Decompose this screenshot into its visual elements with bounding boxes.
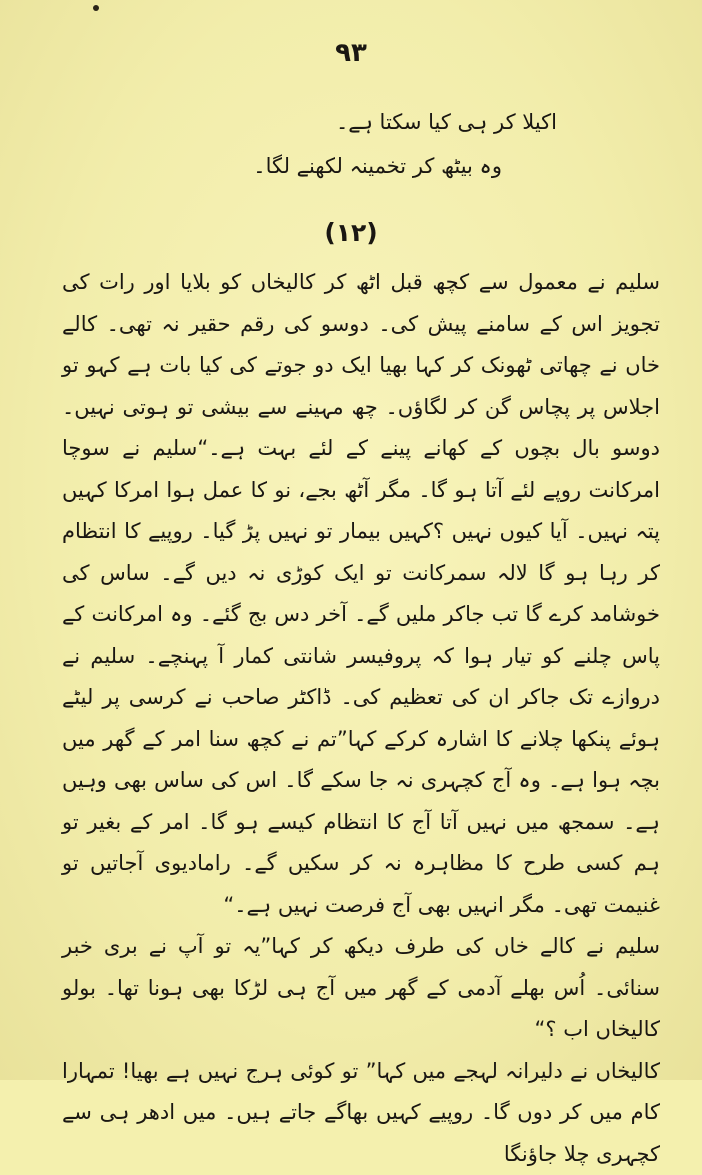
paragraph: سلیم نے کالے خاں کی طرف دیکھ کر کہا”یہ تو آپ نے بری خبر سنائی۔ اُس بھلے آدمی کے گھر میں آج ہی لڑکا بھی ہونا تھا۔ بولو کالیخاں اب ؟“ (62, 926, 660, 1051)
intro-lines (137, 100, 557, 188)
paragraph: سلیم نے معمول سے کچھ قبل اٹھ کر کالیخاں کو بلایا اور رات کی تجویز اس کے سامنے پیش کی۔ دوسو کی رقم حقیر نہ تھی۔ کالے خاں نے چھاتی ٹھونک کر کہا بھیا ایک دو جوتے کی کیا بات ہے کہو تو اجلاس پر پچاس گن کر لگاؤں۔ چھ مہینے سے بیشی تو ہوتی نہیں۔ دوسو بال بچوں کے کھانے پینے کے لئے بہت ہے۔“سلیم نے سوچا امرکانت روپے لئے آتا ہو گا۔ مگر آٹھ بجے، نو کا عمل ہوا امرکا کہیں پتہ نہیں۔ آیا کیوں نہیں ؟کہیں بیمار تو نہیں پڑ گیا۔ روپیے کا انتظام کر رہا ہو گا لالہ سمرکانت تو ایک کوڑی نہ دیں گے۔ ساس کی خوشامد کرے گا تب جاکر ملیں گے۔ آخر دس بج گئے۔ وہ امرکانت کے پاس چلنے کو تیار ہوا کہ پروفیسر شانتی کمار آ پہنچے۔ سلیم نے دروازے تک جاکر ان کی تعظیم کی۔ ڈاکٹر صاحب نے کرسی پر لیٹے ہوئے پنکھا چلانے کا اشارہ کرکے کہا”تم نے کچھ سنا امر کے گھر میں بچہ ہوا ہے۔ وہ آج کچہری نہ جا سکے گا۔ اس کی ساس بھی وہیں ہے۔ سمجھ میں نہیں آتا آج کا انتظام کیسے ہو گا۔ امر کے بغیر تو ہم کسی طرح کا مظاہرہ نہ کر سکیں گے۔ رامادیوی آجاتیں تو غنیمت تھی۔ مگر انہیں بھی آج فرصت نہیں ہے۔“ (62, 262, 660, 926)
body-text (62, 262, 660, 1175)
page-number: ۹۳ (0, 38, 702, 68)
ink-dot (93, 5, 99, 11)
paragraph: کالیخاں نے دلیرانہ لہجے میں کہا” تو کوئی ہرج نہیں ہے بھیا! تمہارا کام میں کر دوں گا۔ روپیے کہیں بھاگے جاتے ہیں۔ میں ادھر ہی سے کچہری چلا جاؤنگا (62, 1051, 660, 1175)
intro-line: اکیلا کر ہی کیا سکتا ہے۔ (137, 100, 557, 144)
intro-line: وہ بیٹھ کر تخمینہ لکھنے لگا۔ (137, 144, 557, 188)
chapter-number: (۱۲) (0, 218, 702, 247)
